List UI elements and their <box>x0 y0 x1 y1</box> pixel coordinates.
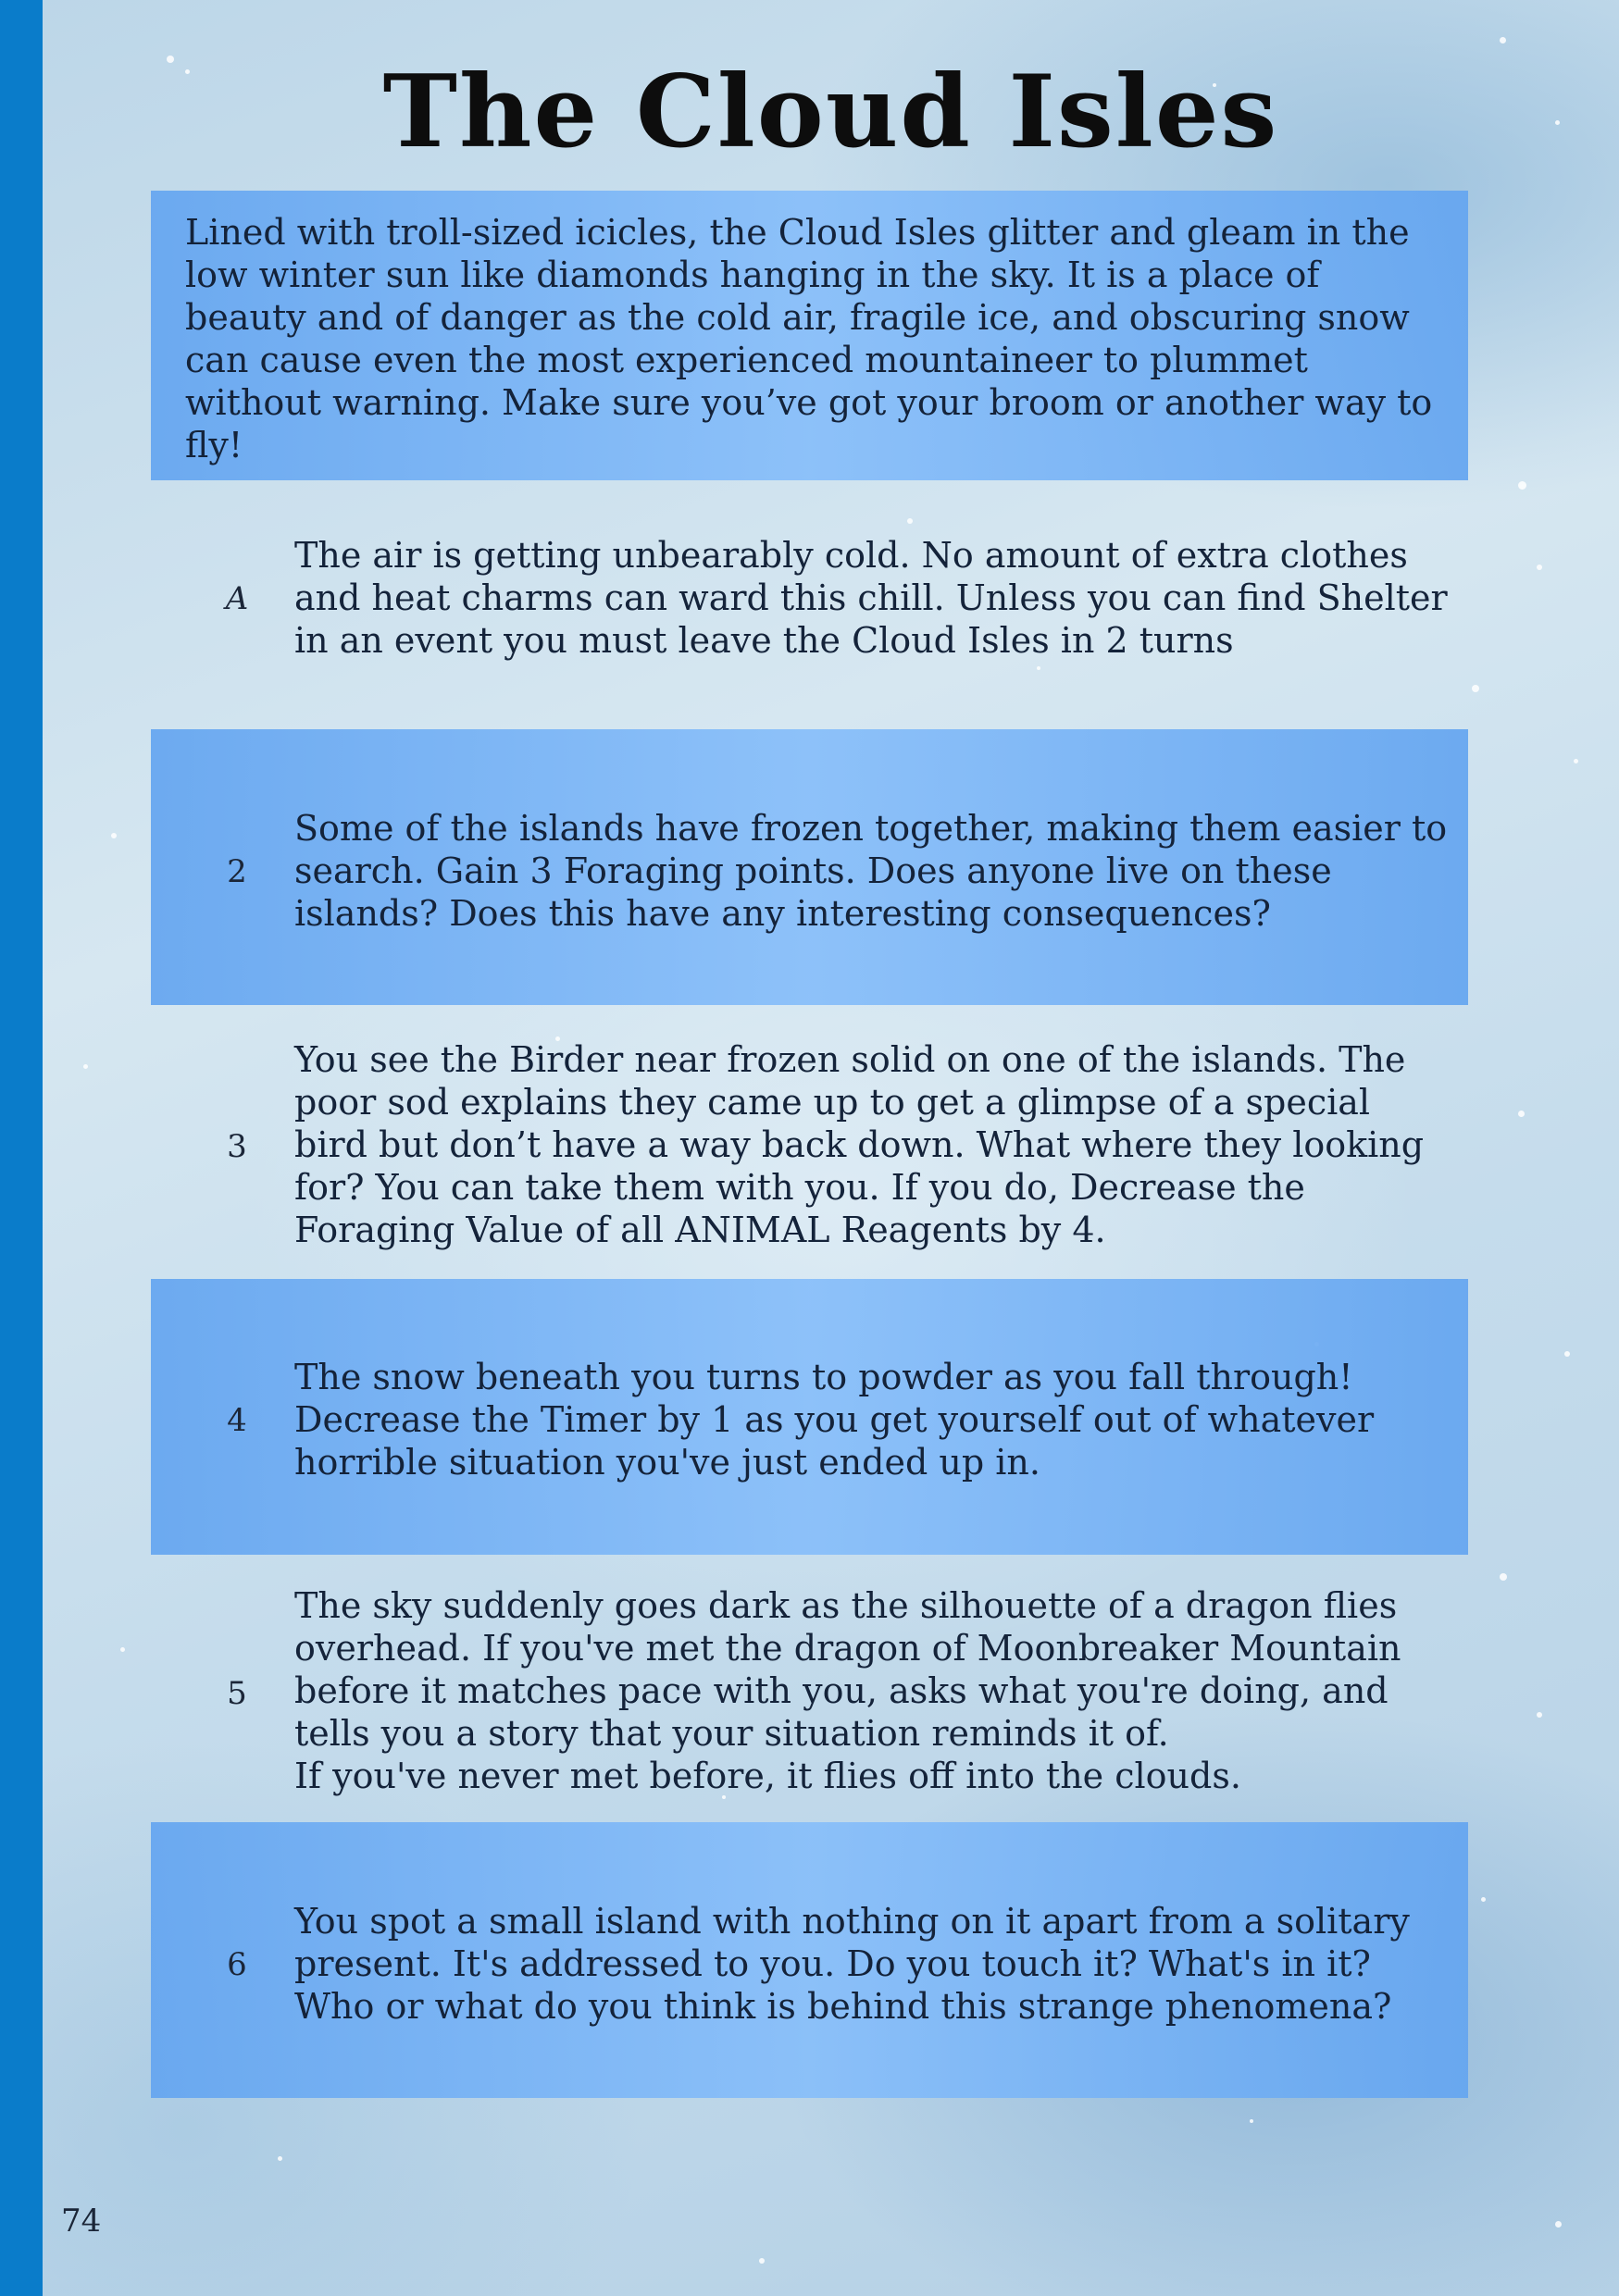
entry-text: Some of the islands have frozen together, making them easier to search. Gain 3 Foraging points. Does anyone live on these islands? Does this have any interesting consequences? <box>294 808 1448 934</box>
page-number: 74 <box>61 2203 102 2240</box>
page-spine-bar <box>0 0 43 2296</box>
entry-number: 2 <box>227 853 247 890</box>
entry-number: 5 <box>227 1675 247 1712</box>
entry-number: 3 <box>227 1128 247 1165</box>
entry-text: You spot a small island with nothing on it apart from a solitary present. It's addressed to you. Do you touch it? What's in it? Who or what do you think is behind this strange phenomena? <box>294 1901 1410 2027</box>
entry-number: A <box>225 580 249 617</box>
entry-text: You see the Birder near frozen solid on one of the islands. The poor sod explains they came up to get a glimpse of a special bird but don’t have a way back down. What where they looking for? You can take them with you. If you do, Decrease the Foraging Value of all ANIMAL Reagents by 4. <box>294 1039 1425 1250</box>
entry-text: The snow beneath you turns to powder as you fall through! Decrease the Timer by 1 as you get yourself out of whatever horrible situation you've just ended up in. <box>294 1357 1375 1483</box>
entry-number: 6 <box>227 1946 247 1983</box>
entry-number: 4 <box>227 1402 247 1439</box>
entry-text: The air is getting unbearably cold. No amount of extra clothes and heat charms can ward this chill. Unless you can find Shelter in an event you must leave the Cloud Isles in 2 turns <box>294 535 1448 661</box>
intro-text: Lined with troll-sized icicles, the Cloud Isles glitter and gleam in the low winter sun like diamonds hanging in the sky. It is a place of beauty and of danger as the cold air, fragile ice, and obscuring snow can cause even the most experienced mountaineer to plummet without warning. Make sure you’ve got your broom or another way to fly! <box>185 212 1433 465</box>
entry-text: The sky suddenly goes dark as the silhouette of a dragon flies overhead. If you've met the dragon of Moonbreaker Mountain before it matches pace with you, asks what you're doing, and tells you a story that your situation reminds it of. If you've never met before, it flies off into the clouds. <box>294 1585 1401 1796</box>
page-title: The Cloud Isles <box>382 54 1279 170</box>
